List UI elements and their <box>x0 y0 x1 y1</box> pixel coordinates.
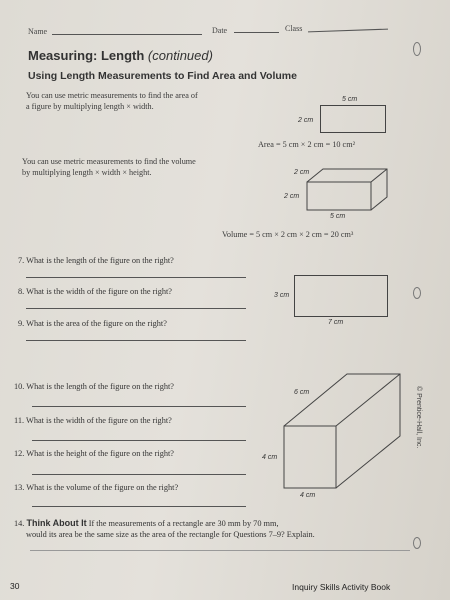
binder-hole-bottom <box>413 537 421 549</box>
date-field[interactable] <box>234 32 279 33</box>
q14-line1: If the measurements of a rectangle are 30 mm by 70 mm, <box>88 519 279 528</box>
area-rect-length-label: 5 cm <box>342 96 358 103</box>
area-explanation <box>26 91 198 112</box>
area-rect-width-label: 2 cm <box>298 117 314 124</box>
book-title: Inquiry Skills Activity Book <box>292 582 391 592</box>
answer-line-7[interactable] <box>26 277 246 278</box>
class-label: Class <box>285 24 303 33</box>
box-length-label: 5 cm <box>330 213 346 220</box>
binder-hole-top <box>413 42 421 56</box>
question-13: 13. What is the volume of the figure on the right? <box>14 483 179 492</box>
figure3-prism <box>283 373 403 489</box>
answer-line-14[interactable] <box>30 550 410 551</box>
area-text-line1: You can use metric measurements to find the area of <box>26 91 198 100</box>
date-label: Date <box>212 26 228 35</box>
volume-formula: Volume = 5 cm × 2 cm × 2 cm = 20 cm³ <box>222 230 354 239</box>
question-9: 9. What is the area of the figure on the right? <box>18 319 167 328</box>
box-height-label: 2 cm <box>284 193 300 200</box>
area-formula: Area = 5 cm × 2 cm = 10 cm² <box>258 140 356 149</box>
question-14 <box>14 518 424 539</box>
box-depth-label: 2 cm <box>294 169 310 176</box>
question-10: 10. What is the length of the figure on the right? <box>14 382 174 391</box>
page-number: 30 <box>10 581 20 591</box>
area-text-line2: a figure by multiplying length × width. <box>26 101 154 111</box>
answer-line-10[interactable] <box>32 406 246 407</box>
q14-number: 14. <box>14 519 25 528</box>
answer-line-13[interactable] <box>32 506 246 507</box>
q14-line2: would its area be the same size as the area of the rectangle for Questions 7–9? Explain. <box>26 530 315 539</box>
figure2-height-label: 3 cm <box>274 292 290 299</box>
answer-line-9[interactable] <box>26 340 246 341</box>
class-field[interactable] <box>308 29 388 33</box>
name-field[interactable] <box>52 34 202 35</box>
title-continued: (continued) <box>147 48 213 63</box>
q14-think-about-it: Think About It <box>26 518 87 528</box>
figure2-rectangle <box>294 275 388 317</box>
question-7: 7. What is the length of the figure on the right? <box>18 256 174 265</box>
volume-example-box <box>306 168 390 212</box>
figure3-width-label: 4 cm <box>300 492 316 499</box>
page-title <box>28 48 213 63</box>
answer-line-12[interactable] <box>32 474 246 475</box>
figure2-length-label: 7 cm <box>328 319 344 326</box>
section-subtitle: Using Length Measurements to Find Area and Volume <box>28 70 297 82</box>
volume-text-line2: by multiplying length × width × height. <box>22 167 152 177</box>
area-example-rectangle <box>320 105 386 133</box>
binder-hole-middle <box>413 287 421 299</box>
answer-line-11[interactable] <box>32 440 246 441</box>
title-main: Measuring: Length <box>28 48 145 63</box>
answer-line-8[interactable] <box>26 308 246 309</box>
figure3-depth-label: 6 cm <box>294 389 310 396</box>
question-8: 8. What is the width of the figure on the right? <box>18 287 172 296</box>
volume-explanation <box>22 157 196 178</box>
volume-text-line1: You can use metric measurements to find the volume <box>22 157 196 166</box>
copyright-notice: © Prentice-Hall, Inc. <box>415 386 422 449</box>
name-label: Name <box>28 27 48 36</box>
figure3-height-label: 4 cm <box>262 454 278 461</box>
question-12: 12. What is the height of the figure on the right? <box>14 449 174 458</box>
question-11: 11. What is the width of the figure on the right? <box>14 416 172 425</box>
